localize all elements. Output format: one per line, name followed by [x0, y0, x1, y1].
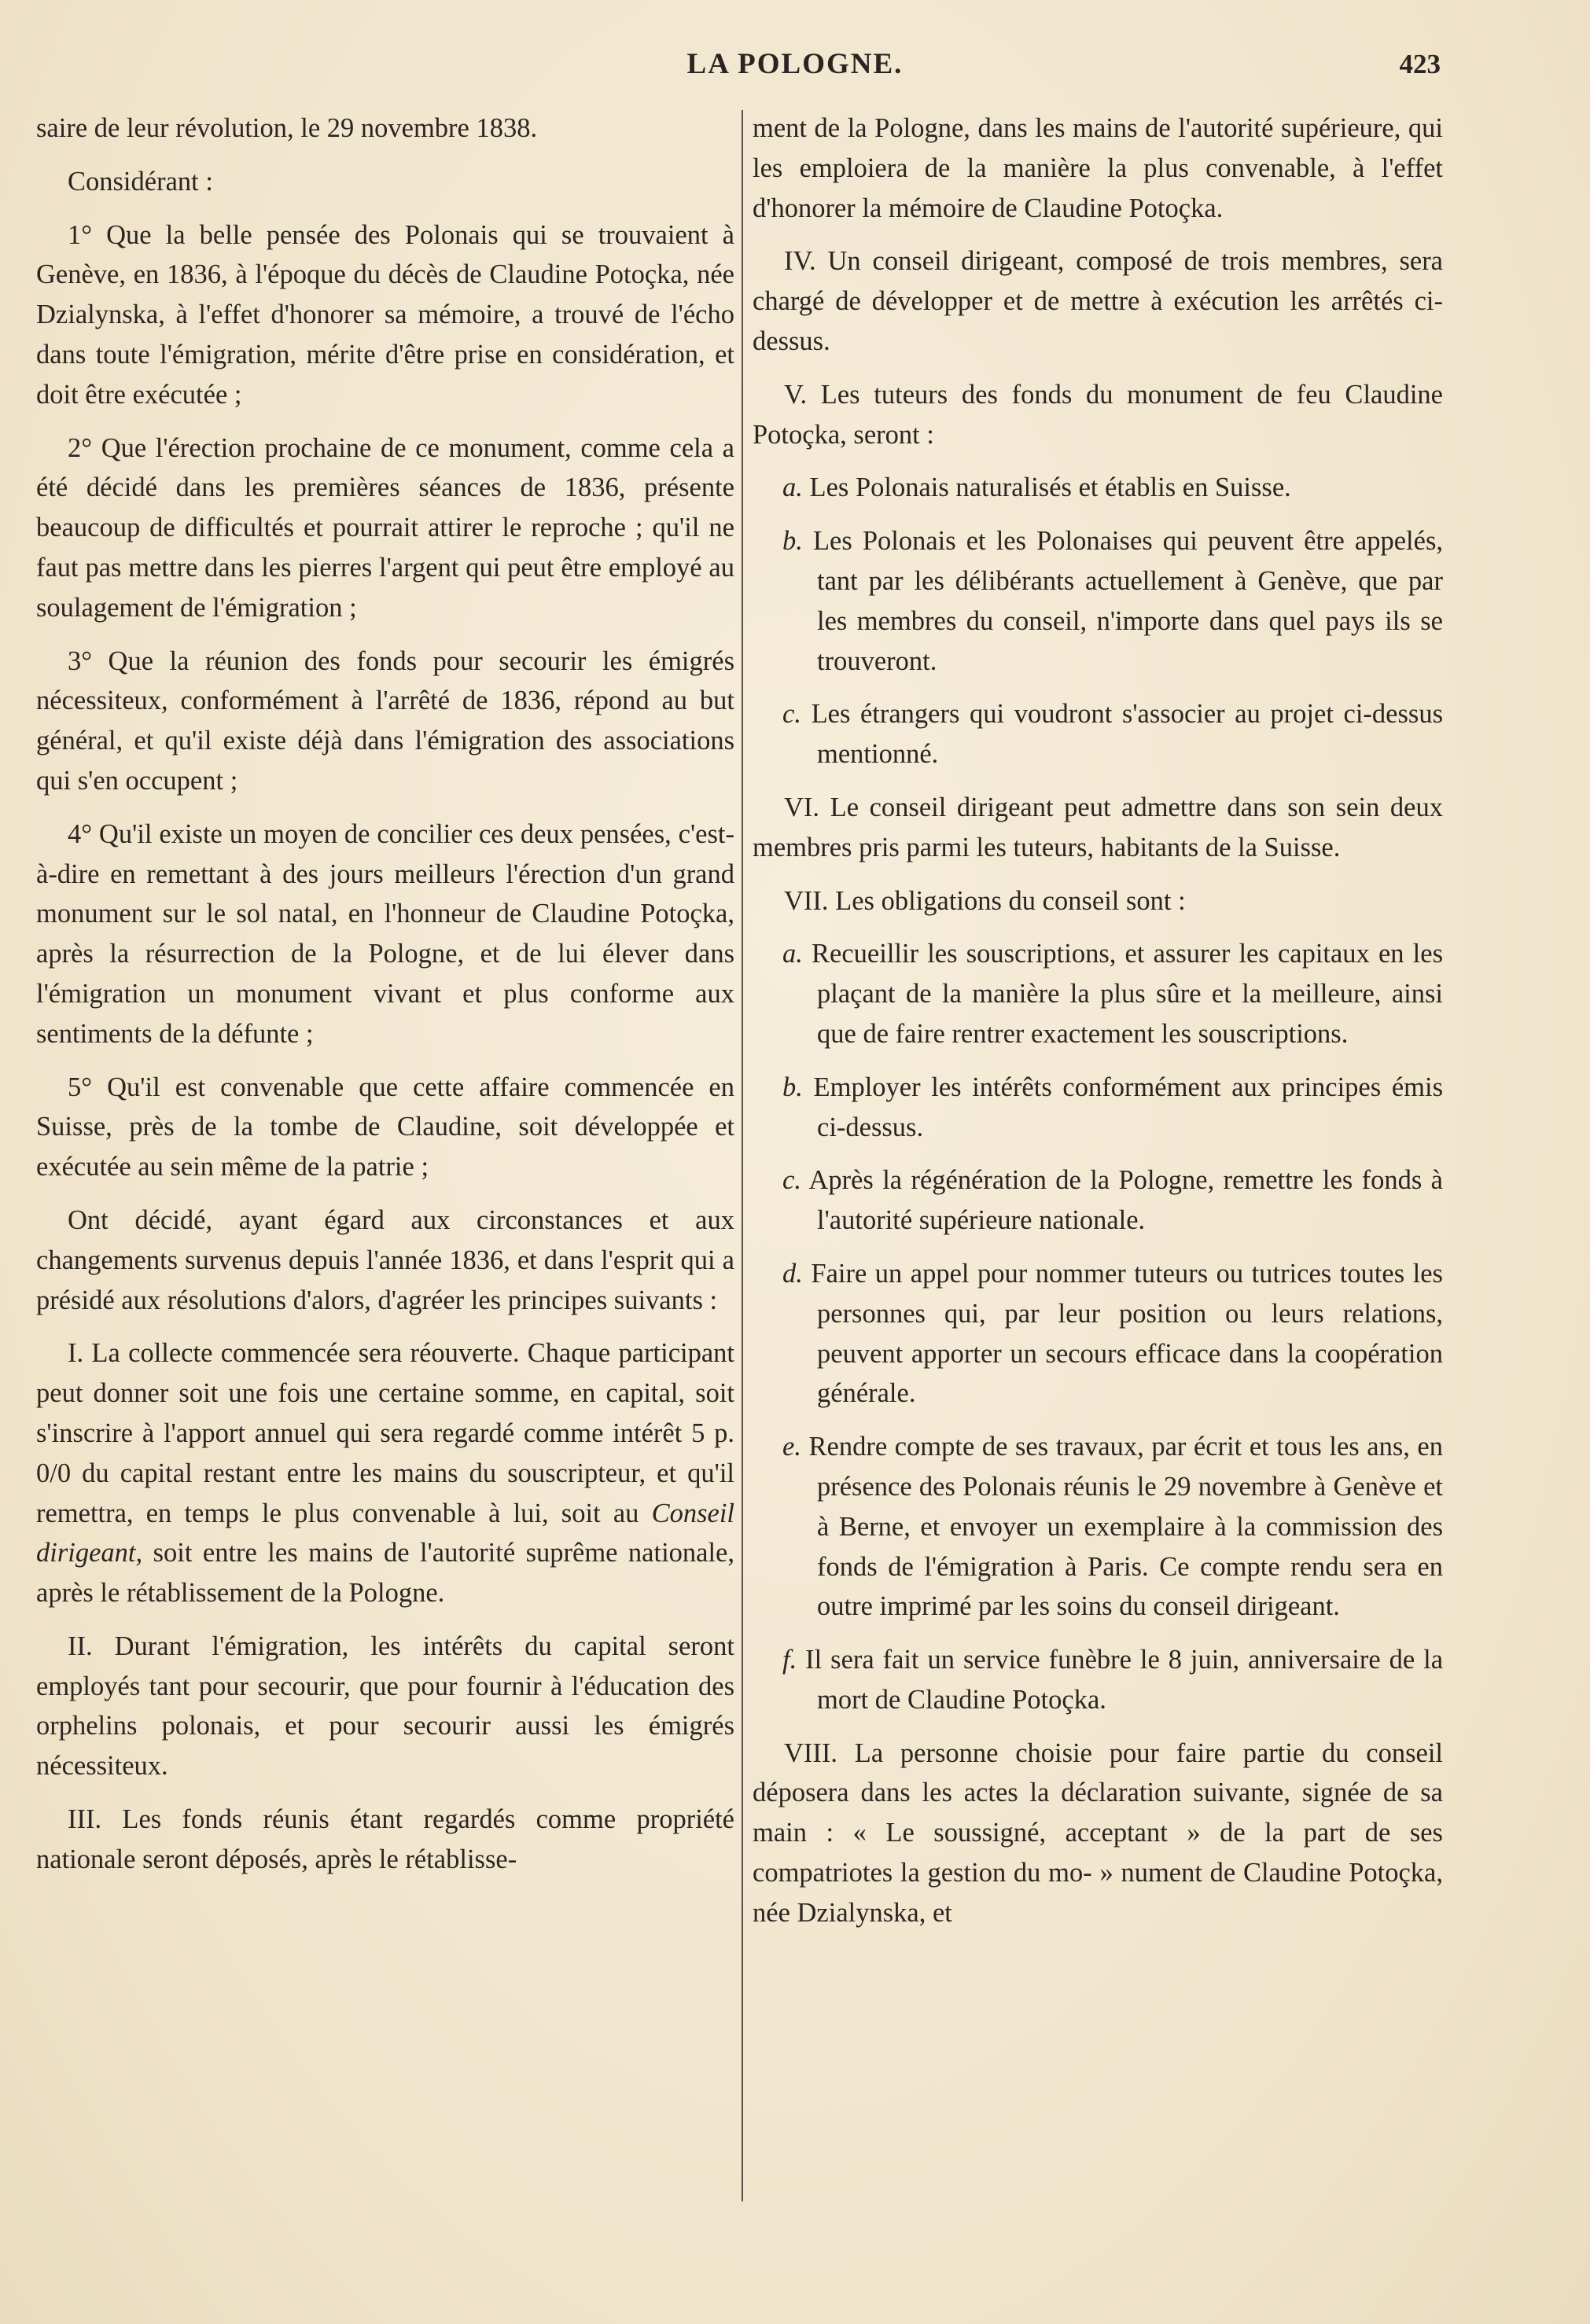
paragraph-point-2: 2° Que l'érection prochaine de ce monument, comme cela a été décidé dans les premières séances de 1836, présente beaucoup de difficultés et pourrait attirer le reproche ; qu'il ne faut pas mettre dans les pierres l'argent qui peut être employé au soulagement de l'émigration ;	[36, 432, 734, 623]
item-text: Faire un appel pour nommer tuteurs ou tutrices toutes les personnes qui, par leur position ou leurs relations, peuvent apporter un secours efficace dans la coopération générale.	[811, 1258, 1443, 1409]
item-text: Recueillir les souscriptions, et assurer les capitaux en les plaçant de la manière la plus sûre et la meilleure, ainsi que de faire rentrer exactement les souscriptions.	[812, 939, 1443, 1049]
page-number: 423	[1399, 49, 1441, 79]
paragraph-point-3: 3° Que la réunion des fonds pour secourir les émigrés nécessiteux, conformément à l'arrêté de 1836, répond au but général, et qu'il existe déjà dans l'émigration des associations qui s'en occupent ;	[36, 645, 734, 796]
article-5-item-a	[753, 468, 1443, 508]
article-5-item-c	[753, 694, 1443, 774]
item-label: a.	[782, 473, 803, 503]
article-7-item-c	[753, 1160, 1443, 1241]
item-text: Rendre compte de ses travaux, par écrit et tous les ans, en présence des Polonais réunis le 29 novembre à Genève et à Berne, et envoyer un exemplaire à la commission des fonds de l'émigration à Paris. Ce compte rendu sera en outre imprimé par les soins du conseil dirigeant.	[808, 1432, 1443, 1622]
article-7: VII. Les obligations du conseil sont :	[784, 885, 1186, 916]
article-4: IV. Un conseil dirigeant, composé de trois membres, sera chargé de développer et de mettre à exécution les arrêtés ci-dessus.	[753, 246, 1443, 356]
paragraph-point-5: 5° Qu'il est convenable que cette affaire commencée en Suisse, près de la tombe de Claudine, soit développée et exécutée au sein même de la patrie ;	[36, 1072, 734, 1182]
article-7-item-e	[753, 1427, 1443, 1627]
running-header	[0, 41, 1590, 88]
item-label: d.	[782, 1258, 803, 1289]
paragraph-point-4: 4° Qu'il existe un moyen de concilier ces deux pensées, c'est-à-dire en remettant à des jours meilleurs l'érection d'un grand monument sur le sol natal, en l'honneur de Claudine Potoçka, après la résurrection de la Pologne, et de lui élever dans l'émigration un monument vivant et plus conforme aux sentiments de la défunte ;	[36, 818, 734, 1049]
item-label: c.	[782, 699, 801, 730]
right-column	[753, 108, 1443, 1947]
column-divider	[742, 110, 743, 2201]
article-5: V. Les tuteurs des fonds du monument de feu Claudine Potoçka, seront :	[753, 379, 1443, 450]
article-7-item-f	[753, 1640, 1443, 1720]
item-text: Les étrangers qui voudront s'associer au projet ci-dessus mentionné.	[811, 699, 1443, 770]
article-3: III. Les fonds réunis étant regardés comme propriété nationale seront déposés, après le rétablisse-	[36, 1804, 734, 1874]
article-1-text-end: soit entre les mains de l'autorité suprême nationale, après le rétablissement de la Pologne.	[36, 1538, 734, 1609]
item-label: b.	[782, 1072, 803, 1102]
article-8: VIII. La personne choisie pour faire partie du conseil déposera dans les actes la déclaration suivante, signée de sa main : « Le soussigné, acceptant » de la part de ses compatriotes la gestion du mo- » nument de Claudine Potoçka, née Dzialynska, et	[753, 1737, 1443, 1928]
article-7-item-d	[753, 1254, 1443, 1414]
paragraph-point-1: 1° Que la belle pensée des Polonais qui se trouvaient à Genève, en 1836, à l'époque du décès de Claudine Potoçka, née Dzialynska, à l'effet d'honorer sa mémoire, a trouvé de l'écho dans toute l'émigration, mérite d'être prise en considération, et doit être exécutée ;	[36, 219, 734, 410]
item-label: c.	[782, 1165, 801, 1196]
article-7-item-a	[753, 934, 1443, 1054]
article-3-continuation: ment de la Pologne, dans les mains de l'autorité supérieure, qui les emploiera de la manière la plus convenable, à l'effet d'honorer la mémoire de Claudine Potoçka.	[753, 113, 1443, 223]
item-text: Il sera fait un service funèbre le 8 juin, anniversaire de la mort de Claudine Potoçka.	[805, 1645, 1444, 1715]
article-5-item-b	[753, 521, 1443, 681]
item-text: Les Polonais et les Polonaises qui peuvent être appelés, tant par les délibérants actuellement à Genève, que par les membres du conseil, n'importe dans quel pays ils se trouveront.	[812, 526, 1444, 676]
item-label: e.	[782, 1432, 801, 1462]
item-label: a.	[782, 939, 803, 969]
item-label: b.	[782, 526, 803, 557]
article-1	[36, 1333, 734, 1613]
paragraph-considerant: Considérant :	[68, 166, 213, 197]
item-text: Après la régénération de la Pologne, remettre les fonds à l'autorité supérieure nationale.	[808, 1165, 1443, 1236]
article-1-italic: Conseil dirigeant,	[36, 1498, 735, 1568]
article-7-item-b	[753, 1068, 1443, 1148]
left-column	[36, 108, 734, 1893]
article-1-text-start: I. La collecte commencée sera réouverte. Chaque participant peut donner soit une fois une certaine somme, en capital, soit s'inscrire à l'apport annuel qui sera regardé comme intérêt 5 p. 0/0 du capital restant entre les mains du souscripteur, et qu'il remettra, en temps le plus convenable à lui, soit au	[36, 1338, 734, 1528]
article-2: II. Durant l'émigration, les intérêts du capital seront employés tant pour secourir, que pour fournir à l'éducation des orphelins polonais, et pour secourir aussi les émigrés nécessiteux.	[36, 1631, 734, 1782]
running-title: LA POLOGNE.	[686, 48, 904, 80]
item-text: Les Polonais naturalisés et établis en Suisse.	[809, 473, 1291, 503]
paragraph-decision: Ont décidé, ayant égard aux circonstances et aux changements survenus depuis l'année 1836, et dans l'esprit qui a présidé aux résolutions d'alors, d'agréer les principes suivants :	[36, 1204, 734, 1315]
item-text: Employer les intérêts conformément aux principes émis ci-dessus.	[813, 1072, 1443, 1142]
article-6: VI. Le conseil dirigeant peut admettre dans son sein deux membres pris parmi les tuteurs, habitants de la Suisse.	[753, 792, 1443, 862]
item-label: f.	[782, 1645, 797, 1675]
paragraph-continuation: saire de leur révolution, le 29 novembre 1838.	[36, 113, 538, 143]
